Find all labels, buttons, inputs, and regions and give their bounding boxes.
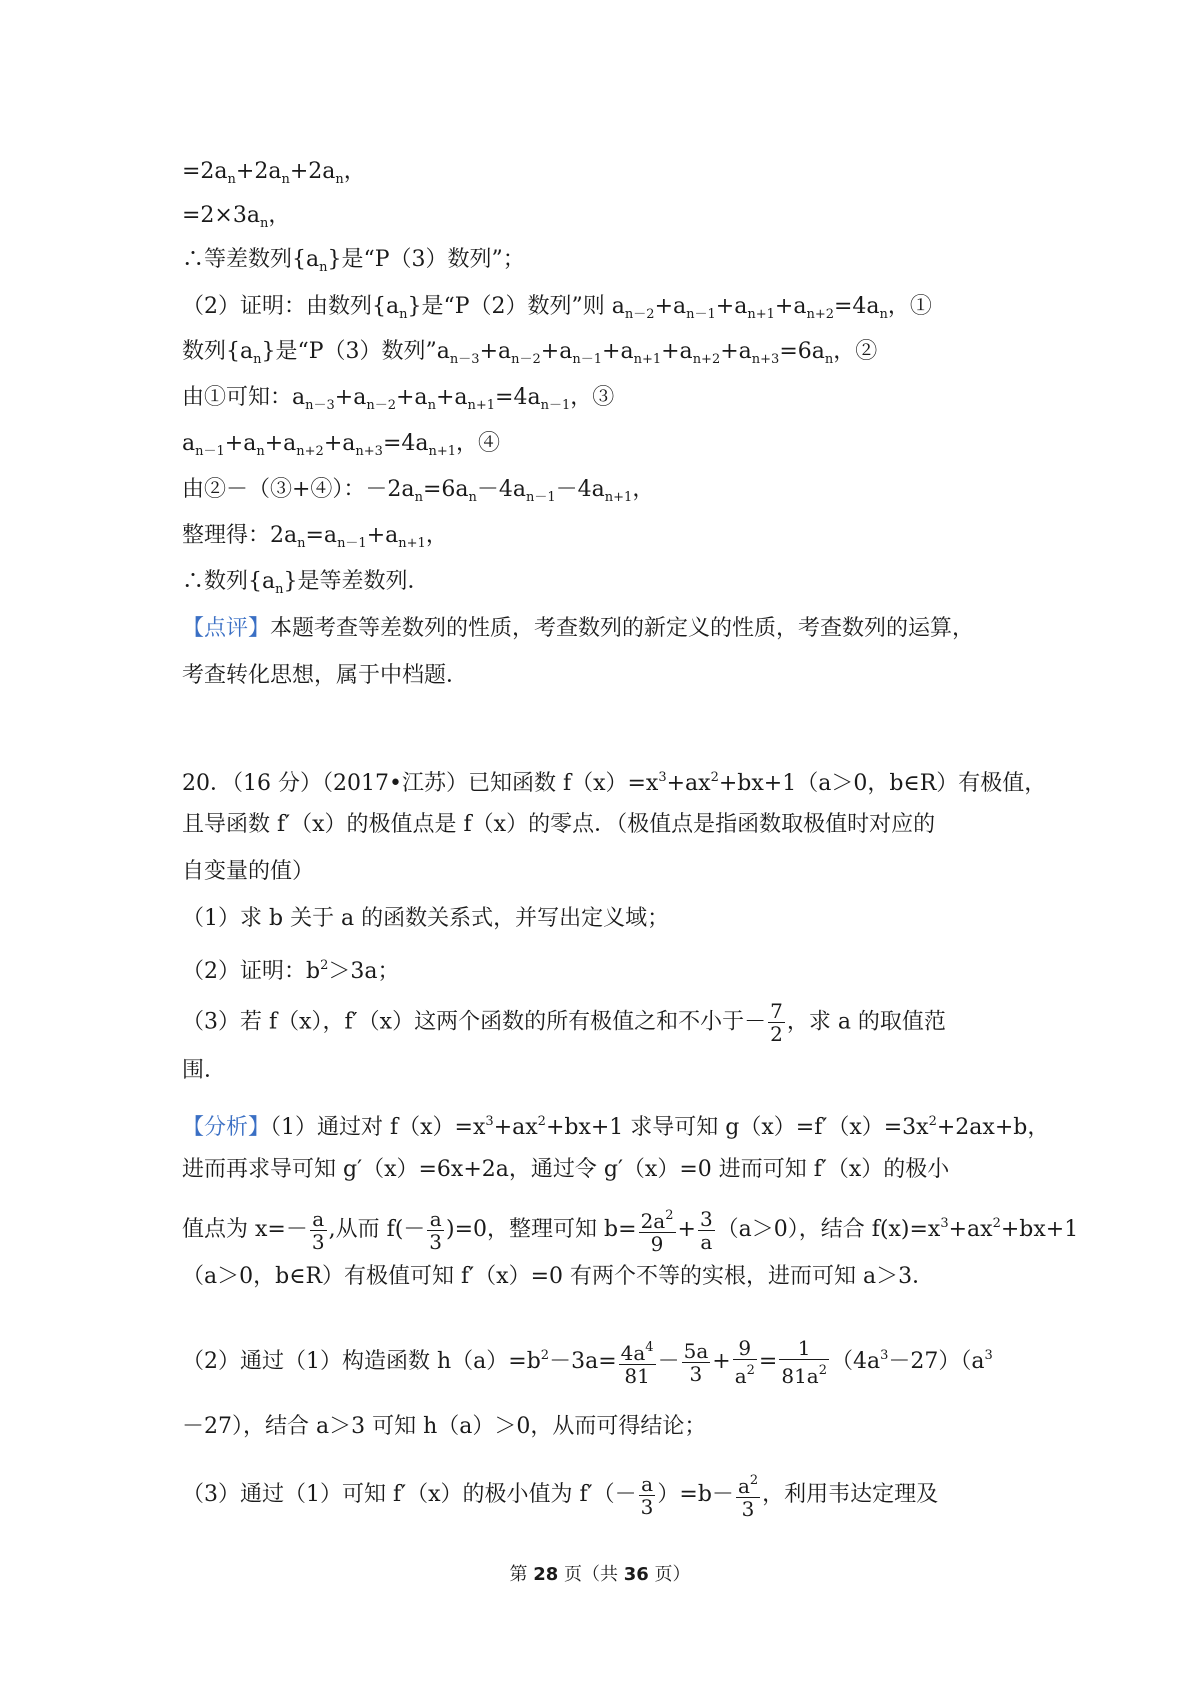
text-line-5: 数列$\{a_n\}$是“P（3）数列$”a_{n-3}+a_{n-2}+a_{n-1}+a_{n+1}+a_{n+2}+a_{n+3}=6a_n$，② (182, 339, 878, 367)
analysis-line-6: －27），结合 a＞3 可知 h（a）＞0，从而可得结论； (182, 1414, 707, 1439)
text-line-6: 由①可知：$a_{n-3}+a_{n-2}+a_n+a_{n+1}=4a_{n-1}$，③ (182, 385, 615, 413)
text-line-3: ∴等差数列$\{a_n\}$是“P（3）数列”； (182, 247, 525, 275)
question-20-part-2: （2）证明：$b^2>3a$； (182, 958, 400, 984)
footer-suffix: 页） (654, 1564, 691, 1585)
text-line-8: 由②－（③+④）：$-2a_n=6a_n-4a_{n-1}-4a_{n+1}$， (182, 477, 655, 505)
text-line-1: $=2a_n+2a_n+2a_n$， (182, 159, 366, 187)
analysis-line-4: （a＞0，b∈R）有极值可知 f′（x）=0 有两个不等的实根，进而可知 a＞3． (182, 1264, 935, 1289)
footer-page-number: 28 (533, 1564, 559, 1585)
question-20-line-1: 20．（16 分）（2017•江苏）已知函数 $f(x)=x^3+ax^2+bx+1(a>0$，b∈R）有极值， (182, 770, 1047, 796)
comment-line-2: 考查转化思想，属于中档题． (182, 663, 469, 688)
comment-line-1: 【点评】本题考查等差数列的性质，考查数列的新定义的性质，考查数列的运算， (182, 616, 975, 641)
question-20-part-3: （3）若 f（x），f′（x）这两个函数的所有极值之和不小于－ $\frac{7}{2}$ ，求 a 的取值范 (182, 999, 946, 1046)
analysis-line-3: 值点为 x=－ $\frac{a}{3}$ ,从而 f(－ $\frac{a}{3}$ )=0，整理可知 b= $\frac{2a^2}{9}$ + $\frac{3}{a}$ （a＞0），结合 $f(x)=x^3+ax^2+bx+1$ (182, 1206, 1079, 1256)
analysis-line-7: （3）通过（1）可知 f′（x）的极小值为 f′（－ $\frac{a}{3}$ ）=b－ $\frac{a^2}{3}$ ，利用韦达定理及 (182, 1471, 939, 1521)
page-footer (0, 1560, 1200, 1586)
text-line-10: ∴数列$\{a_n\}$是等差数列． (182, 569, 430, 597)
question-20-line-3: 自变量的值） (182, 859, 315, 884)
analysis-line-1: 【分析】（1）通过对 $f(x)=x^3+ax^2+bx+1$ 求导可知 $g(x)=f'(x)=3x^2+2ax+b$， (182, 1114, 1050, 1140)
analysis-line-5: （2）通过（1）构造函数 $h(a)=b^2-3a=$ $\frac{4a^4}{81}$ － $\frac{5a}{3}$ + $\frac{9}{a^2}$ = $\frac{1}{81a^2}$ $(4a^3-27)(a^3$ (182, 1336, 993, 1388)
footer-prefix: 第 (509, 1564, 528, 1585)
footer-middle: 页（共 (564, 1564, 618, 1585)
question-20-part-3-cont: 围． (182, 1058, 227, 1083)
text-line-9: 整理得：$2a_n=a_{n-1}+a_{n+1}$， (182, 523, 448, 551)
text-line-2: $=2\times 3a_n$， (182, 203, 291, 231)
question-20-part-1: （1）求 b 关于 a 的函数关系式，并写出定义域； (182, 906, 670, 931)
analysis-line-2: 进而再求导可知 g′（x）=6x+2a，通过令 g′（x）=0 进而可知 f′（x）的极小 (182, 1157, 950, 1182)
footer-total-pages: 36 (623, 1564, 649, 1585)
question-20-line-2: 且导函数 f′（x）的极值点是 f（x）的零点．（极值点是指函数取极值时对应的 (182, 812, 936, 837)
text-line-4: （2）证明：由数列$\{a_n\}$是“P（2）数列”则 $a_{n-2}+a_{n-1}+a_{n+1}+a_{n+2}=4a_n$，① (182, 294, 932, 322)
text-line-7: $a_{n-1}+a_n+a_{n+2}+a_{n+3}=4a_{n+1}$，④ (182, 431, 501, 459)
